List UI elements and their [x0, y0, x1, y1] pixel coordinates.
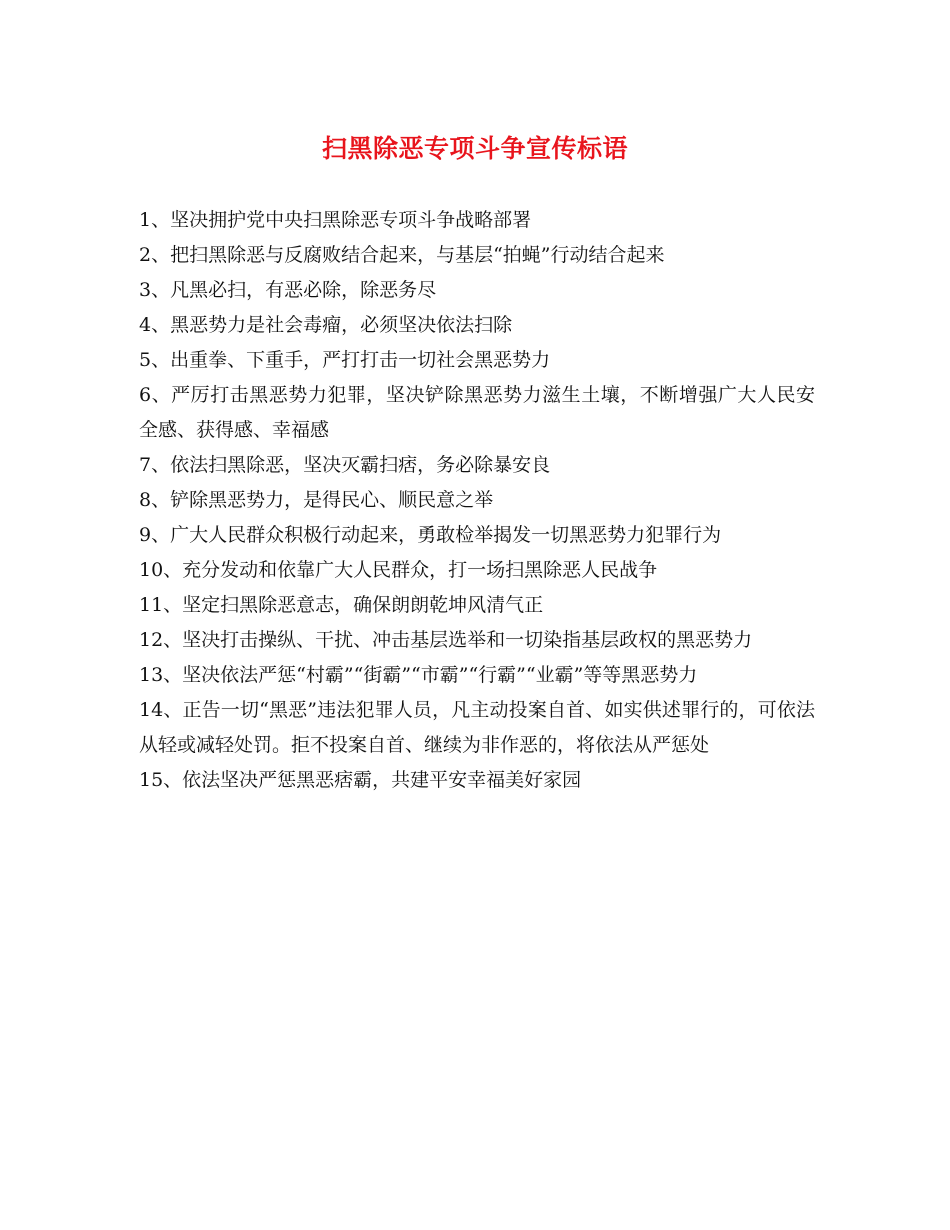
slogan-item-6: 6、严厉打击黑恶势力犯罪，坚决铲除黑恶势力滋生土壤，不断增强广大人民安全感、获得感、幸福感	[139, 384, 815, 441]
slogan-item-12: 12、坚决打击操纵、干扰、冲击基层选举和一切染指基层政权的黑恶势力	[139, 629, 753, 651]
slogan-item-7: 7、依法扫黑除恶，坚决灭霸扫痞，务必除暴安良	[139, 454, 551, 476]
slogan-item-13: 13、坚决依法严惩“村霸”“街霸”“市霸”“行霸”“业霸”等等黑恶势力	[139, 664, 698, 686]
slogan-item-14: 14、正告一切“黑恶”违法犯罪人员，凡主动投案自首、如实供述罪行的，可依法从轻或减轻处罚。拒不投案自首、继续为非作恶的，将依法从严惩处	[139, 699, 815, 756]
slogan-item-9: 9、广大人民群众积极行动起来，勇敢检举揭发一切黑恶势力犯罪行为	[139, 524, 722, 546]
slogan-list	[139, 203, 815, 798]
slogan-item-5: 5、出重拳、下重手，严打打击一切社会黑恶势力	[139, 349, 551, 371]
slogan-item-15: 15、依法坚决严惩黑恶痞霸，共建平安幸福美好家园	[139, 769, 582, 791]
slogan-item-2: 2、把扫黑除恶与反腐败结合起来，与基层“拍蝇”行动结合起来	[139, 244, 665, 266]
slogan-item-1: 1、坚决拥护党中央扫黑除恶专项斗争战略部署	[139, 209, 532, 231]
slogan-item-8: 8、铲除黑恶势力，是得民心、顺民意之举	[139, 489, 494, 511]
slogan-item-10: 10、充分发动和依靠广大人民群众，打一场扫黑除恶人民战争	[139, 559, 658, 581]
slogan-item-3: 3、凡黑必扫，有恶必除，除恶务尽	[139, 279, 437, 301]
document-title: 扫黑除恶专项斗争宣传标语	[321, 134, 628, 163]
slogan-item-11: 11、坚定扫黑除恶意志，确保朗朗乾坤风清气正	[139, 594, 544, 616]
slogan-item-4: 4、黑恶势力是社会毒瘤，必须坚决依法扫除	[139, 314, 513, 336]
